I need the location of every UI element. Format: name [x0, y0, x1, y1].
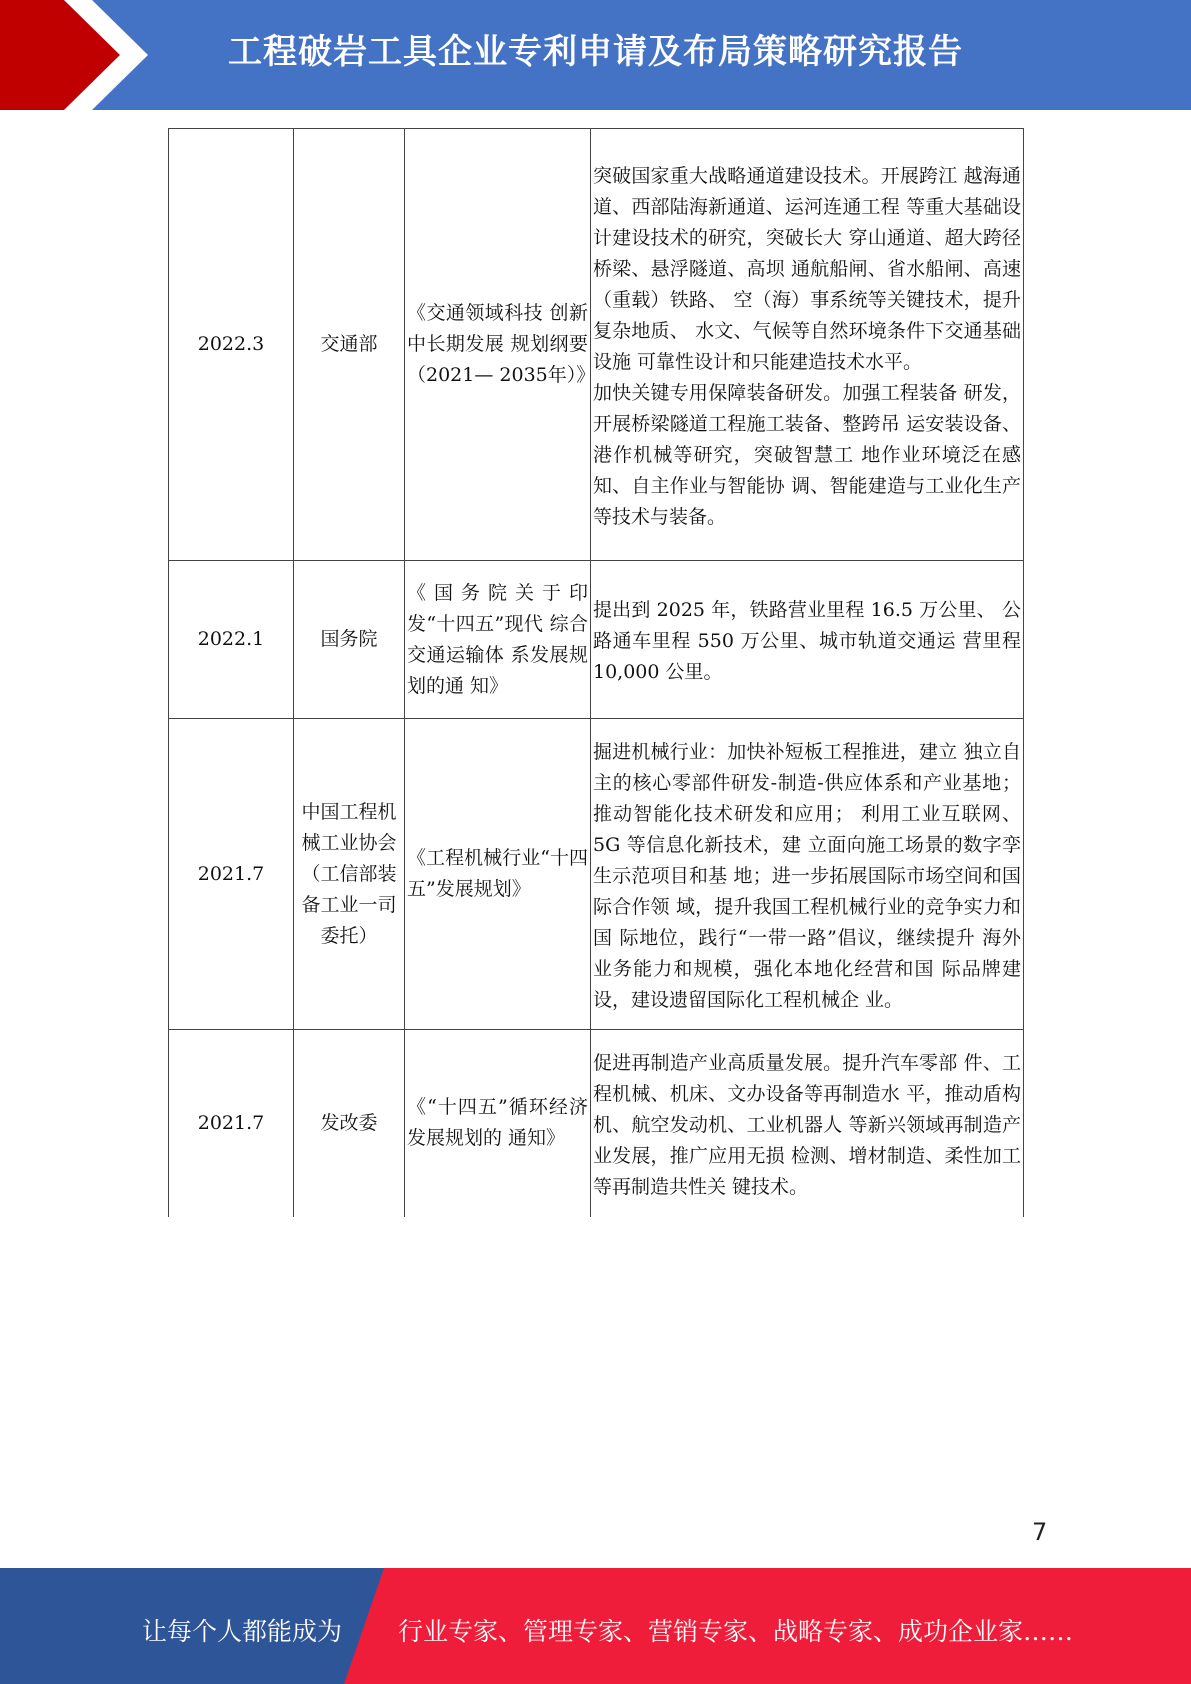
- date-cell: 2021.7: [169, 1030, 294, 1217]
- department-cell: 交通部: [294, 129, 405, 561]
- content-cell: 掘进机械行业：加快补短板工程推进，建立 独立自主的核心零部件研发-制造-供应体系和产业基地；推动智能化技术研发和应用； 利用工业互联网、5G 等信息化新技术，建 立面向施工场景的数字孪生示范项目和基 地；进一步拓展国际市场空间和国际合作领 域，提升我国工程机械行业的竞争实力和国 际地位，践行“一带一路”倡议，继续提升 海外业务能力和规模，强化本地化经营和国 际品牌建设，建设遗留国际化工程机械企 业。: [591, 719, 1024, 1030]
- content-cell: 提出到 2025 年，铁路营业里程 16.5 万公里、 公路通车里程 550 万公里、城市轨道交通运 营里程 10,000 公里。: [591, 561, 1024, 719]
- page-header: [0, 0, 1191, 110]
- document-cell: 《国务院关于印 发“十四五”现代 综合交通运输体 系发展规划的通 知》: [405, 561, 591, 719]
- document-cell: 《工程机械行业“十四五”发展规划》: [405, 719, 591, 1030]
- table-row: [169, 719, 1024, 1030]
- date-cell: 2022.1: [169, 561, 294, 719]
- policy-table: [168, 128, 1024, 1217]
- document-cell: 《“十四五”循环经济发展规划的 通知》: [405, 1030, 591, 1217]
- date-cell: 2021.7: [169, 719, 294, 1030]
- content-paragraph: 加快关键专用保障装备研发。加强工程装备 研发，开展桥梁隧道工程施工装备、整跨吊 运安装设备、港作机械等研究，突破智慧工 地作业环境泛在感知、自主作业与智能协 调、智能建造与工业化生产等技术与装备。: [593, 381, 1021, 528]
- table-row: [169, 129, 1024, 561]
- department-cell: 发改委: [294, 1030, 405, 1217]
- date-cell: 2022.3: [169, 129, 294, 561]
- content-paragraph: 突破国家重大战略通道建设技术。开展跨江 越海通道、西部陆海新通道、运河连通工程 等重大基础设计建设技术的研究，突破长大 穿山通道、超大跨径桥梁、悬浮隧道、高坝 通航船闸、省水船闸、高速（重载）铁路、 空（海）事系统等关键技术，提升复杂地质、 水文、气候等自然环境条件下交通基础设施 可靠性设计和只能建造技术水平。: [593, 164, 1021, 373]
- content-cell: 促进再制造产业高质量发展。提升汽车零部 件、工程机械、机床、文办设备等再制造水 平，推动盾构机、航空发动机、工业机器人 等新兴领域再制造产业发展，推广应用无损 检测、增材制造、柔性加工等再制造共性关 键技术。: [591, 1030, 1024, 1217]
- page-footer: [0, 1568, 1191, 1684]
- page-number: 7: [1032, 1518, 1048, 1546]
- report-title: 工程破岩工具企业专利申请及布局策略研究报告: [228, 32, 963, 72]
- content-cell: [591, 129, 1024, 561]
- department-cell: 中国工程机械工业协会（工信部装备工业一司委托）: [294, 719, 405, 1030]
- footer-slogan-left: 让每个人都能成为: [142, 1617, 343, 1646]
- document-cell: 《交通领域科技 创新中长期发展 规划纲要（2021— 2035年）》: [405, 129, 591, 561]
- header-chevron-decoration: [0, 0, 160, 110]
- table-row: [169, 1030, 1024, 1217]
- table-row: [169, 561, 1024, 719]
- department-cell: 国务院: [294, 561, 405, 719]
- footer-slogan-right: 行业专家、管理专家、营销专家、战略专家、成功企业家……: [398, 1617, 1074, 1646]
